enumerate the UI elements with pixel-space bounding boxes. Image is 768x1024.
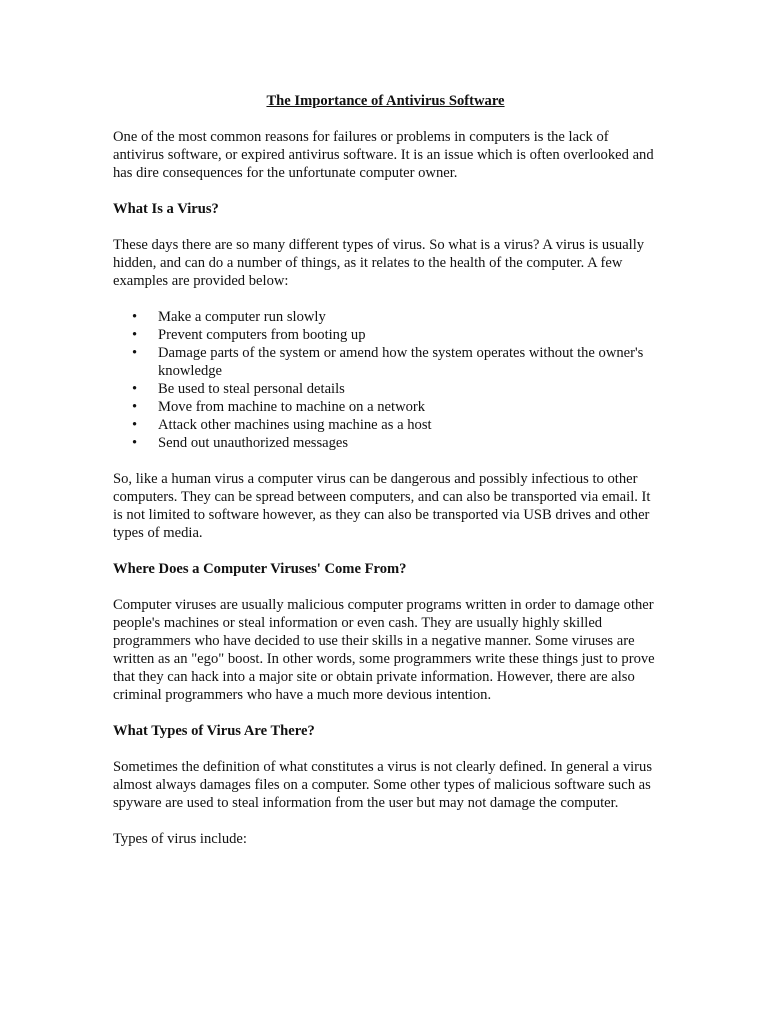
section-heading-types: What Types of Virus Are There?: [113, 723, 315, 739]
bullet-icon: •: [132, 309, 138, 325]
list-item: [132, 416, 658, 434]
bullet-icon: •: [132, 399, 138, 415]
list-item: [132, 326, 658, 344]
list-item: [132, 434, 658, 452]
section-paragraph-where-from: Computer viruses are usually malicious computer programs written in order to damage other people's machines or steal information or even cash. They are usually highly skilled programmers who have decided to use their skills in a negative manner. Some viruses are written as an "ego" boost. In other words, some programmers write these things just to prove that they can hack into a major site or obtain private information. However, there are also criminal programmers who have a much more devious intention.: [113, 597, 655, 703]
section-heading-where-from: Where Does a Computer Viruses' Come From?: [113, 561, 407, 577]
intro-paragraph: One of the most common reasons for failures or problems in computers is the lack of antivirus software, or expired antivirus software. It is an issue which is often overlooked and has dire consequences for the unfortunate computer owner.: [113, 129, 654, 181]
bullet-icon: •: [132, 435, 138, 451]
list-item-text: Be used to steal personal details: [158, 381, 345, 397]
bullet-icon: •: [132, 417, 138, 433]
virus-effects-list: [113, 308, 658, 452]
list-item-text: Damage parts of the system or amend how the system operates without the owner's knowledge: [158, 345, 644, 379]
closing-line: Types of virus include:: [113, 831, 247, 847]
section-paragraph-spread: So, like a human virus a computer virus can be dangerous and possibly infectious to other computers. They can be spread between computers, and can also be transported via email. It is not limited to software however, as they can also be transported via USB drives and other types of media.: [113, 471, 651, 541]
list-item: [132, 344, 658, 380]
bullet-icon: •: [132, 345, 138, 361]
section-heading-what-is-virus: What Is a Virus?: [113, 201, 219, 217]
list-item-text: Move from machine to machine on a network: [158, 399, 426, 415]
list-item-text: Prevent computers from booting up: [158, 327, 366, 343]
list-item-text: Attack other machines using machine as a host: [158, 417, 432, 433]
document-title: The Importance of Antivirus Software: [266, 93, 505, 109]
section-paragraph-types: Sometimes the definition of what constitutes a virus is not clearly defined. In general a virus almost always damages files on a computer. Some other types of malicious software such as spyware are used to steal information from the user but may not damage the computer.: [113, 759, 653, 811]
list-item: [132, 398, 658, 416]
bullet-icon: •: [132, 381, 138, 397]
list-item-text: Send out unauthorized messages: [158, 435, 349, 451]
list-item: [132, 380, 658, 398]
section-paragraph-what-is-virus: These days there are so many different types of virus. So what is a virus? A virus is usually hidden, and can do a number of things, as it relates to the health of the computer. A few examples are provided below:: [113, 237, 645, 289]
list-item-text: Make a computer run slowly: [158, 309, 326, 325]
bullet-icon: •: [132, 327, 138, 343]
document-page: [113, 92, 658, 866]
list-item: [132, 308, 658, 326]
